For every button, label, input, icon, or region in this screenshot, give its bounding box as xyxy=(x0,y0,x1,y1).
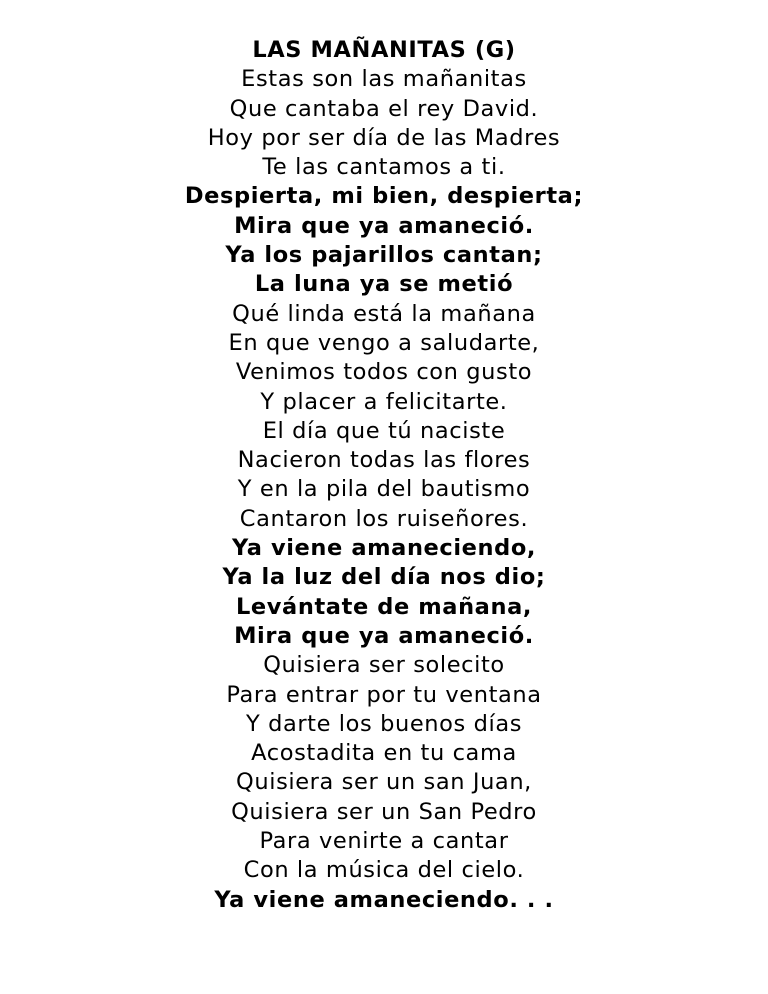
lyric-line: Y en la pila del bautismo xyxy=(237,476,531,503)
chorus-line: Ya los pajarillos cantan; xyxy=(225,242,543,269)
lyric-line: Quisiera ser un San Pedro xyxy=(231,798,537,825)
lyric-line: Venimos todos con gusto xyxy=(235,359,533,386)
lyric-line: El día que tú naciste xyxy=(262,417,506,444)
lyric-line: Quisiera ser un san Juan, xyxy=(236,769,532,796)
chorus-line: La luna ya se metió xyxy=(254,271,514,298)
lyric-line: En que vengo a saludarte, xyxy=(228,329,540,356)
chorus-line: Ya la luz del día nos dio; xyxy=(222,564,546,591)
lyric-line: Para venirte a cantar xyxy=(259,828,509,855)
lyric-line: Para entrar por tu ventana xyxy=(226,681,542,708)
chorus-line: Mira que ya amaneció. xyxy=(234,212,534,239)
lyric-line: Acostadita en tu cama xyxy=(251,740,517,767)
lyric-line: Te las cantamos a ti. xyxy=(262,154,506,181)
chorus-line: Ya viene amaneciendo. . . xyxy=(214,886,554,913)
lyric-line: Hoy por ser día de las Madres xyxy=(207,124,561,151)
chorus-line: Ya viene amaneciendo, xyxy=(231,535,537,562)
lyric-line: Y placer a felicitarte. xyxy=(260,388,508,415)
chorus-line: Mira que ya amaneció. xyxy=(234,622,534,649)
lyric-line: Qué linda está la mañana xyxy=(232,300,536,327)
lyric-line: Con la música del cielo. xyxy=(243,857,525,884)
song-title: LAS MAÑANITAS (G) xyxy=(252,37,516,63)
chorus-line: Levántate de mañana, xyxy=(235,593,533,620)
lyric-line: Estas son las mañanitas xyxy=(241,66,527,93)
lyric-line: Quisiera ser solecito xyxy=(263,652,505,679)
lyrics-page xyxy=(0,36,768,915)
lyric-line: Y darte los buenos días xyxy=(245,710,523,737)
lyric-line: Cantaron los ruiseñores. xyxy=(239,505,529,532)
chorus-line: Despierta, mi bien, despierta; xyxy=(184,183,584,210)
lyric-line: Que cantaba el rey David. xyxy=(229,95,539,122)
lyric-line: Nacieron todas las flores xyxy=(237,447,531,474)
